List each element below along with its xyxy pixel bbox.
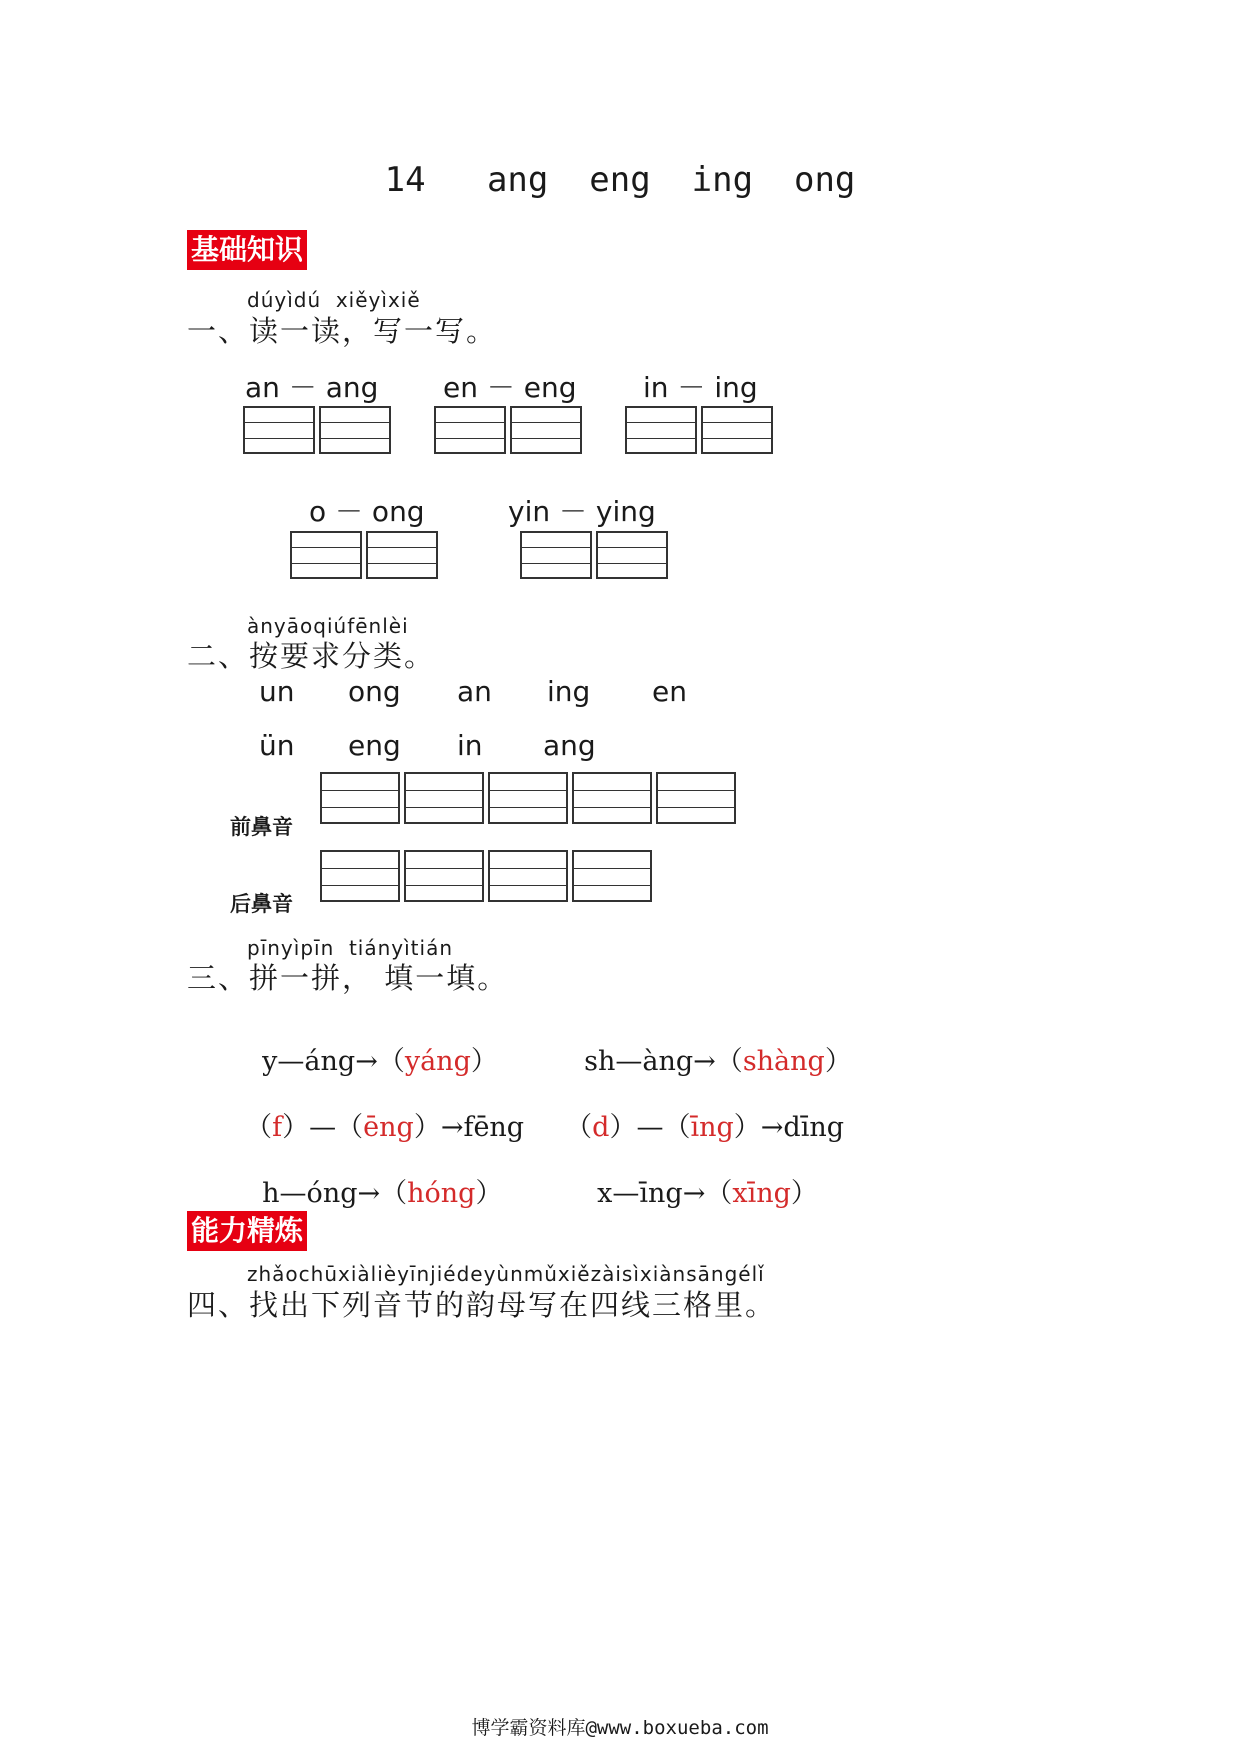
q2-final: en <box>652 675 687 708</box>
q3-item-yang <box>245 1008 498 1078</box>
item-text: sh—àng→（ <box>584 1046 743 1077</box>
q2-final: ang <box>543 729 596 762</box>
grid-cell[interactable] <box>366 531 438 579</box>
q2-final: ing <box>547 675 591 708</box>
writing-grid-yin-ying[interactable] <box>520 531 668 579</box>
writing-grid-en-eng[interactable] <box>434 406 582 454</box>
q2-final: ün <box>259 729 295 762</box>
item-text: ）→fēng <box>413 1112 525 1143</box>
answer-text: f <box>272 1112 283 1143</box>
grid-cell[interactable] <box>404 772 484 824</box>
answer-text: yáng <box>404 1046 471 1077</box>
grid-cell[interactable] <box>596 531 668 579</box>
item-text: h—óng→（ <box>262 1178 408 1209</box>
grid-cell[interactable] <box>488 772 568 824</box>
section-badge-basic: 基础知识 <box>187 230 307 270</box>
q3-item-shang <box>567 1008 852 1078</box>
back-nasal-label: 后鼻音 <box>230 892 293 916</box>
q3-item-xing <box>580 1140 818 1210</box>
back-nasal-grid[interactable] <box>320 850 652 902</box>
q2-text: 二、按要求分类。 <box>187 639 436 673</box>
item-text: ） <box>790 1178 818 1209</box>
q1-pair-en: en － eng <box>443 371 577 404</box>
q1-pinyin: dúyìdú xiěyìxiě <box>247 288 421 312</box>
q2-pinyin: ànyāoqiúfēnlèi <box>247 614 409 638</box>
grid-cell[interactable] <box>404 850 484 902</box>
q3-item-hong <box>245 1140 502 1210</box>
grid-cell[interactable] <box>243 406 315 454</box>
answer-text: īng <box>690 1112 734 1143</box>
grid-cell[interactable] <box>320 850 400 902</box>
q1-text: 一、读一读，写一写。 <box>187 314 498 348</box>
grid-cell[interactable] <box>290 531 362 579</box>
q3-pinyin: pīnyìpīn tiányìtián <box>247 936 454 960</box>
q1-pair-in: in － ing <box>643 371 758 404</box>
grid-cell[interactable] <box>656 772 736 824</box>
item-text: ） <box>470 1046 498 1077</box>
item-text: ）→dīng <box>733 1112 844 1143</box>
answer-text: d <box>592 1112 610 1143</box>
writing-grid-an-ang[interactable] <box>243 406 391 454</box>
grid-cell[interactable] <box>625 406 697 454</box>
writing-grid-o-ong[interactable] <box>290 531 438 579</box>
section-badge-ability: 能力精炼 <box>187 1211 307 1251</box>
grid-cell[interactable] <box>319 406 391 454</box>
q1-pair-yin: yin － ying <box>508 495 656 528</box>
grid-cell[interactable] <box>510 406 582 454</box>
q1-pair-o: o － ong <box>309 495 425 528</box>
writing-grid-in-ing[interactable] <box>625 406 773 454</box>
q4-pinyin: zhǎochūxiàlièyīnjiédeyùnmǔxiězàisìxiànsāngélǐ <box>247 1262 765 1286</box>
grid-cell[interactable] <box>572 850 652 902</box>
q2-final: un <box>259 675 295 708</box>
item-text: ） <box>475 1178 503 1209</box>
q2-final: in <box>457 729 483 762</box>
item-text: x—īng→（ <box>597 1178 733 1209</box>
q2-final: ong <box>348 675 401 708</box>
front-nasal-label: 前鼻音 <box>230 815 293 839</box>
answer-text: shàng <box>742 1046 825 1077</box>
answer-text: hóng <box>407 1178 476 1209</box>
q3-text: 三、拼一拼， 填一填。 <box>187 961 509 995</box>
grid-cell[interactable] <box>434 406 506 454</box>
answer-text: xīng <box>732 1178 791 1209</box>
item-text: ） <box>824 1046 852 1077</box>
item-text: （ <box>245 1112 273 1143</box>
item-text: （ <box>565 1112 593 1143</box>
q3-item-feng <box>228 1074 524 1144</box>
q1-pair-an: an － ang <box>245 371 379 404</box>
item-text: y—áng→（ <box>262 1046 405 1077</box>
grid-cell[interactable] <box>520 531 592 579</box>
answer-text: ēng <box>363 1112 414 1143</box>
grid-cell[interactable] <box>572 772 652 824</box>
q4-text: 四、找出下列音节的韵母写在四线三格里。 <box>187 1288 777 1322</box>
q2-final: eng <box>348 729 401 762</box>
item-text: ）—（ <box>609 1112 691 1143</box>
q3-item-ding <box>548 1074 844 1144</box>
q2-final: an <box>457 675 492 708</box>
item-text: ）—（ <box>282 1112 364 1143</box>
grid-cell[interactable] <box>488 850 568 902</box>
footer-watermark: 博学霸资料库@www.boxueba.com <box>471 1717 769 1739</box>
front-nasal-grid[interactable] <box>320 772 736 824</box>
page-title: 14 ang eng ing ong <box>384 160 856 200</box>
grid-cell[interactable] <box>320 772 400 824</box>
grid-cell[interactable] <box>701 406 773 454</box>
